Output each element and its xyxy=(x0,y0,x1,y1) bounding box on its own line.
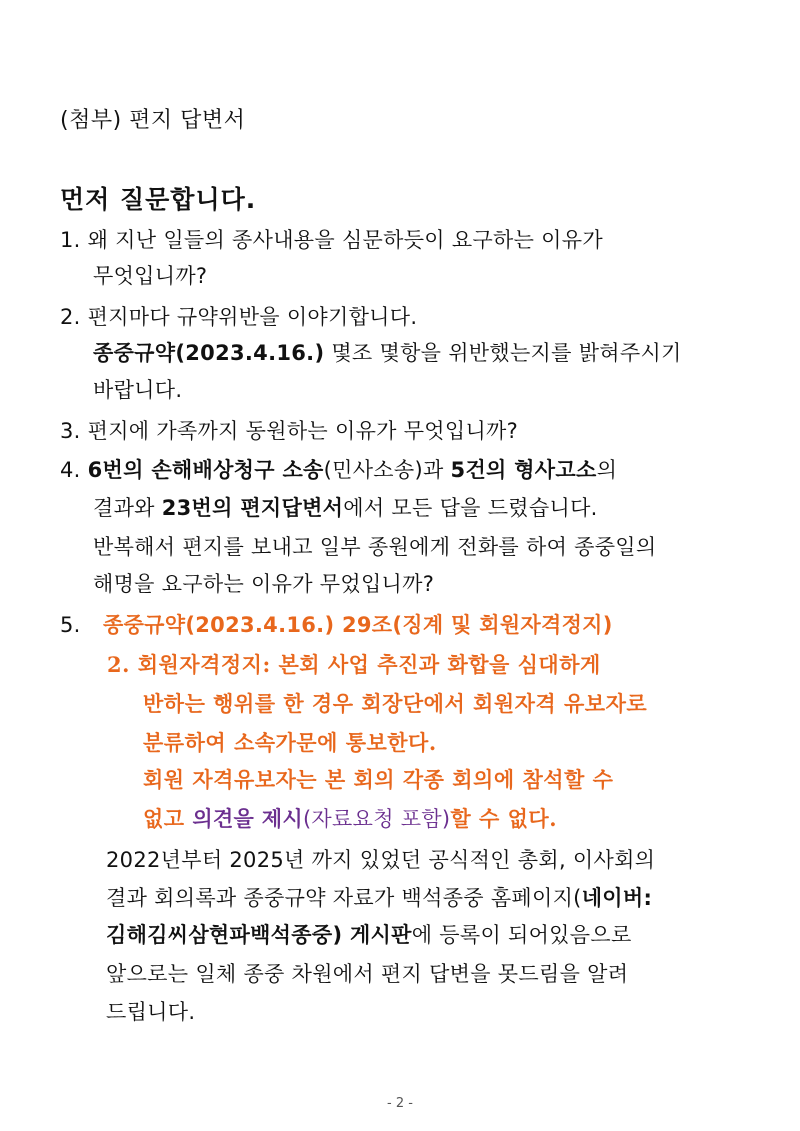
body-line-2-start: 결과 회의록과 종중규약 자료가 백석종중 홈페이지( xyxy=(106,886,582,910)
clause-line-4: 회원 자격유보자는 본 회의 각종 회의에 참석할 수 xyxy=(143,767,614,792)
section-heading: 먼저 질문합니다. xyxy=(60,185,257,214)
clause-line-1: 2. 회원자격정지: 본회 사업 추진과 화합을 심대하게 xyxy=(107,652,601,677)
reply-letter-count: 23번의 편지답변서 xyxy=(161,496,344,520)
document-title: (첨부) 편지 답변서 xyxy=(60,108,246,133)
question-4-line-4: 해명을 요구하는 이유가 무었입니까? xyxy=(93,572,435,596)
bylaws-reference: 종중규약(2023.4.16.) xyxy=(93,341,325,365)
question-4-line-3: 반복해서 편지를 보내고 일부 종원에게 전화를 하여 종중일의 xyxy=(93,535,657,559)
conjunction: 과 xyxy=(422,458,451,482)
question-4-line-2-start: 결과와 xyxy=(93,496,162,520)
clause-line-2: 반하는 행위를 한 경우 회장단에서 회원자격 유보자로 xyxy=(143,691,648,716)
question-1-line-1: 1. 왜 지난 일들의 종사내용을 심문하듯이 요구하는 이유가 xyxy=(60,228,603,252)
body-line-1: 2022년부터 2025년 까지 있었던 공식적인 총회, 이사회의 xyxy=(106,848,656,872)
body-line-5: 드립니다. xyxy=(106,1000,196,1024)
body-line-4: 앞으로는 일체 종중 차원에서 편지 답변을 못드림을 알려 xyxy=(106,962,629,986)
clause-line-3: 분류하여 소속가문에 통보한다. xyxy=(143,730,437,755)
clause-line-5-end: 할 수 없다. xyxy=(450,806,557,831)
bylaws-article-title: 종중규약(2023.4.16.) 29조(징계 및 회원자격정지) xyxy=(103,613,613,637)
page-number: - 2 - xyxy=(387,1096,413,1111)
clause-line-5 xyxy=(143,805,557,833)
body-line-3-end: 에 등록이 되어있음으로 xyxy=(411,923,632,947)
particle: 의 xyxy=(596,458,618,482)
question-1-line-2: 무엇입니까? xyxy=(93,264,208,288)
body-line-3 xyxy=(106,921,632,949)
question-3-line-1: 3. 편지에 가족까지 동원하는 이유가 무엇입니까? xyxy=(60,419,519,443)
board-name: 김해김씨삼현파백석종중) 게시판 xyxy=(106,923,412,947)
question-2-line-2-rest: 몇조 몇항을 위반했는지를 밝혀주시기 xyxy=(324,341,682,365)
civil-suit-note: (민사소송) xyxy=(323,458,423,482)
criminal-complaint-count: 5건의 형사고소 xyxy=(450,458,597,482)
question-4-line-1 xyxy=(60,456,617,484)
question-2-line-3: 바랍니다. xyxy=(93,378,183,402)
body-line-2 xyxy=(106,884,652,912)
naver-label: 네이버: xyxy=(581,886,653,910)
question-5-number: 5. xyxy=(60,613,81,637)
civil-suit-count: 6번의 손해배상청구 소송 xyxy=(87,458,324,482)
question-4-line-2 xyxy=(93,494,598,522)
data-request-note: (자료요청 포함) xyxy=(302,807,451,831)
question-4-line-2-end: 에서 모든 답을 드렸습니다. xyxy=(343,496,598,520)
opinion-highlight: 의견을 제시 xyxy=(192,807,303,831)
question-2-line-1: 2. 편지마다 규약위반을 이야기합니다. xyxy=(60,305,418,329)
question-4-number: 4. xyxy=(60,458,88,482)
clause-line-5-start: 없고 xyxy=(143,806,193,831)
question-2-line-2 xyxy=(93,339,682,367)
